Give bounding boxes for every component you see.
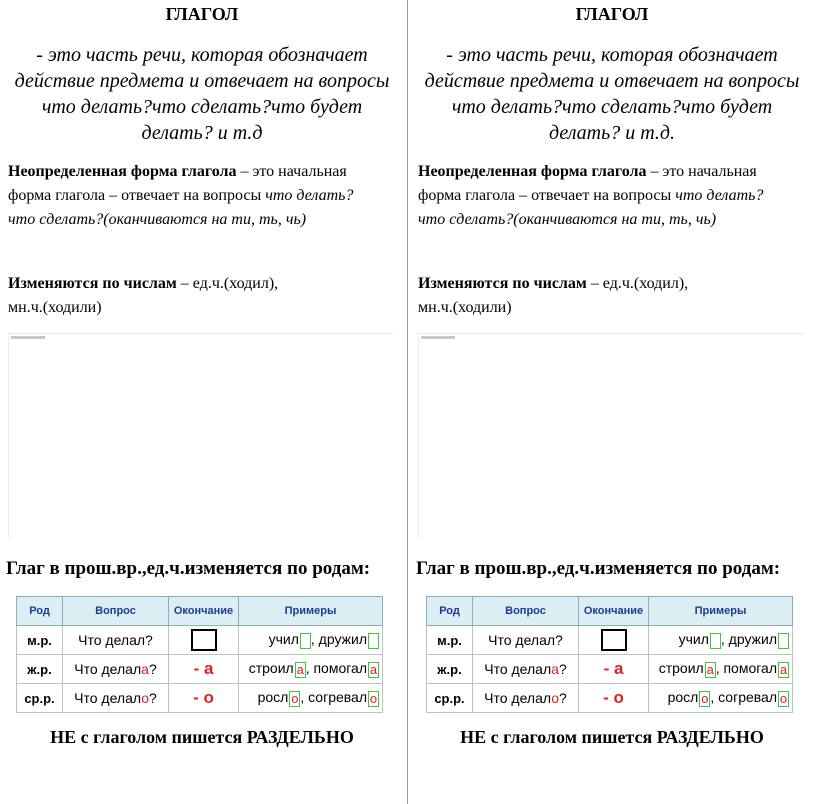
numbers-text: мн.ч.(ходили) [418, 299, 512, 316]
question-cell [63, 684, 169, 713]
ending-label: - а [193, 659, 214, 678]
question-ending: о [141, 690, 150, 706]
empty-ending-box [601, 629, 627, 651]
example-word: , помогал [305, 660, 367, 677]
ending-cell [579, 655, 649, 684]
question-text: Что делал [484, 690, 552, 706]
left-column [0, 0, 404, 804]
question-ending: а [551, 661, 559, 677]
numbers-paragraph [8, 272, 400, 320]
infinitive-paragraph [418, 160, 810, 232]
table-row [17, 626, 383, 655]
infinitive-question: что сделать?(оканчиваются на ти, ть, чь) [418, 211, 717, 228]
example-word: учил [678, 631, 709, 648]
gender-heading: Глаг в прош.вр.,ед.ч.изменяется по родам: [6, 558, 371, 579]
header-cell: Вопрос [63, 597, 169, 626]
ending-cell [169, 684, 239, 713]
header-cell: Вопрос [473, 597, 579, 626]
examples-cell [239, 684, 383, 713]
ending-label: - а [603, 659, 624, 678]
infinitive-term: Неопределенная форма глагола [8, 163, 237, 180]
column-divider [407, 0, 408, 804]
table-row [427, 655, 793, 684]
table-row [427, 684, 793, 713]
infinitive-text: форма глагола – отвечает на вопросы [8, 187, 266, 204]
question-text: Что делал? [78, 632, 153, 648]
infinitive-text: форма глагола – отвечает на вопросы [418, 187, 676, 204]
infinitive-paragraph [8, 160, 400, 232]
example-word: , согревал [710, 689, 777, 706]
image-caption-mark [421, 336, 455, 339]
examples-cell [239, 626, 383, 655]
question-text: Что делал [484, 661, 552, 677]
question-mark: ? [148, 661, 157, 677]
ending-box: а [706, 661, 714, 677]
image-caption-mark [11, 336, 45, 339]
gender-cell: м.р. [17, 626, 63, 655]
example-word: учил [268, 631, 299, 648]
ending-box [300, 633, 311, 649]
ending-cell [579, 626, 649, 655]
numbers-text: – ед.ч.(ходил), [176, 275, 279, 292]
question-ending: а [141, 661, 149, 677]
question-cell [63, 626, 169, 655]
ending-box [710, 633, 721, 649]
example-word: , дружил [310, 631, 367, 648]
image-placeholder [8, 333, 393, 538]
examples-cell [649, 655, 793, 684]
examples-cell [649, 626, 793, 655]
definition-line: действие предмета и отвечает на вопросы [14, 70, 390, 92]
ending-box: о [369, 690, 378, 706]
definition-line: что делать?что сделать?что будет [41, 96, 363, 118]
question-cell [63, 655, 169, 684]
example-word: строил [248, 660, 294, 677]
right-column [410, 0, 814, 804]
ending-box: о [701, 690, 709, 706]
numbers-text: – ед.ч.(ходил), [586, 275, 689, 292]
ending-cell [169, 655, 239, 684]
table-row [17, 655, 383, 684]
gender-heading: Глаг в прош.вр.,ед.ч.изменяется по родам: [416, 558, 781, 579]
ending-box: а [296, 661, 304, 677]
empty-ending-box [191, 629, 217, 651]
ending-box: а [369, 661, 378, 677]
example-word: росл [667, 689, 699, 706]
question-text: Что делал [74, 690, 142, 706]
gender-cell: ж.р. [427, 655, 473, 684]
infinitive-question: что делать? [265, 187, 354, 204]
final-rule: НЕ с глаголом пишется РАЗДЕЛЬНО [50, 727, 354, 747]
page-title: ГЛАГОЛ [575, 4, 649, 24]
infinitive-term: Неопределенная форма глагола [418, 163, 647, 180]
example-word: , согревал [300, 689, 367, 706]
gender-cell: м.р. [427, 626, 473, 655]
ending-box: о [291, 690, 299, 706]
header-cell: Примеры [649, 597, 793, 626]
table-header-row [427, 597, 793, 626]
question-mark: ? [559, 690, 567, 706]
question-text: Что делал? [488, 632, 563, 648]
example-word: , дружил [720, 631, 777, 648]
infinitive-text: – это начальная [236, 163, 347, 180]
question-cell [473, 684, 579, 713]
ending-box: о [779, 690, 788, 706]
numbers-paragraph [418, 272, 810, 320]
ending-cell [169, 626, 239, 655]
numbers-term: Изменяются по числам [418, 275, 587, 292]
question-text: Что делал [74, 661, 142, 677]
definition-line: делать? и т.д [141, 122, 263, 144]
question-ending: о [551, 690, 560, 706]
final-rule: НЕ с глаголом пишется РАЗДЕЛЬНО [460, 727, 764, 747]
definition-line: - это часть речи, которая обозначает [446, 44, 778, 66]
infinitive-text: – это начальная [646, 163, 757, 180]
question-cell [473, 626, 579, 655]
question-mark: ? [149, 690, 157, 706]
header-cell: Примеры [239, 597, 383, 626]
table-header-row [17, 597, 383, 626]
examples-cell [239, 655, 383, 684]
question-mark: ? [558, 661, 567, 677]
numbers-term: Изменяются по числам [8, 275, 177, 292]
ending-box [368, 633, 379, 649]
definition-line: что делать?что сделать?что будет [451, 96, 773, 118]
header-cell: Род [427, 597, 473, 626]
definition-line: - это часть речи, которая обозначает [36, 44, 368, 66]
gender-table [16, 596, 383, 713]
gender-cell: ср.р. [427, 684, 473, 713]
table-row [17, 684, 383, 713]
image-placeholder [418, 333, 803, 538]
infinitive-question: что сделать?(оканчиваются на ти, ть, чь) [8, 211, 307, 228]
header-cell: Окончание [579, 597, 649, 626]
gender-table [426, 596, 793, 713]
numbers-text: мн.ч.(ходили) [8, 299, 102, 316]
ending-label: - о [193, 688, 214, 707]
ending-box [778, 633, 789, 649]
gender-cell: ср.р. [17, 684, 63, 713]
example-word: , помогал [715, 660, 777, 677]
examples-cell [649, 684, 793, 713]
question-cell [473, 655, 579, 684]
definition [410, 42, 814, 146]
definition-line: делать? и т.д. [548, 122, 676, 144]
gender-cell: ж.р. [17, 655, 63, 684]
example-word: росл [257, 689, 289, 706]
infinitive-question: что делать? [675, 187, 764, 204]
ending-cell [579, 684, 649, 713]
definition-line: действие предмета и отвечает на вопросы [424, 70, 800, 92]
page-title: ГЛАГОЛ [165, 4, 239, 24]
ending-box: а [779, 661, 788, 677]
ending-label: - о [603, 688, 624, 707]
table-row [427, 626, 793, 655]
header-cell: Род [17, 597, 63, 626]
example-word: строил [658, 660, 704, 677]
definition [0, 42, 404, 146]
header-cell: Окончание [169, 597, 239, 626]
